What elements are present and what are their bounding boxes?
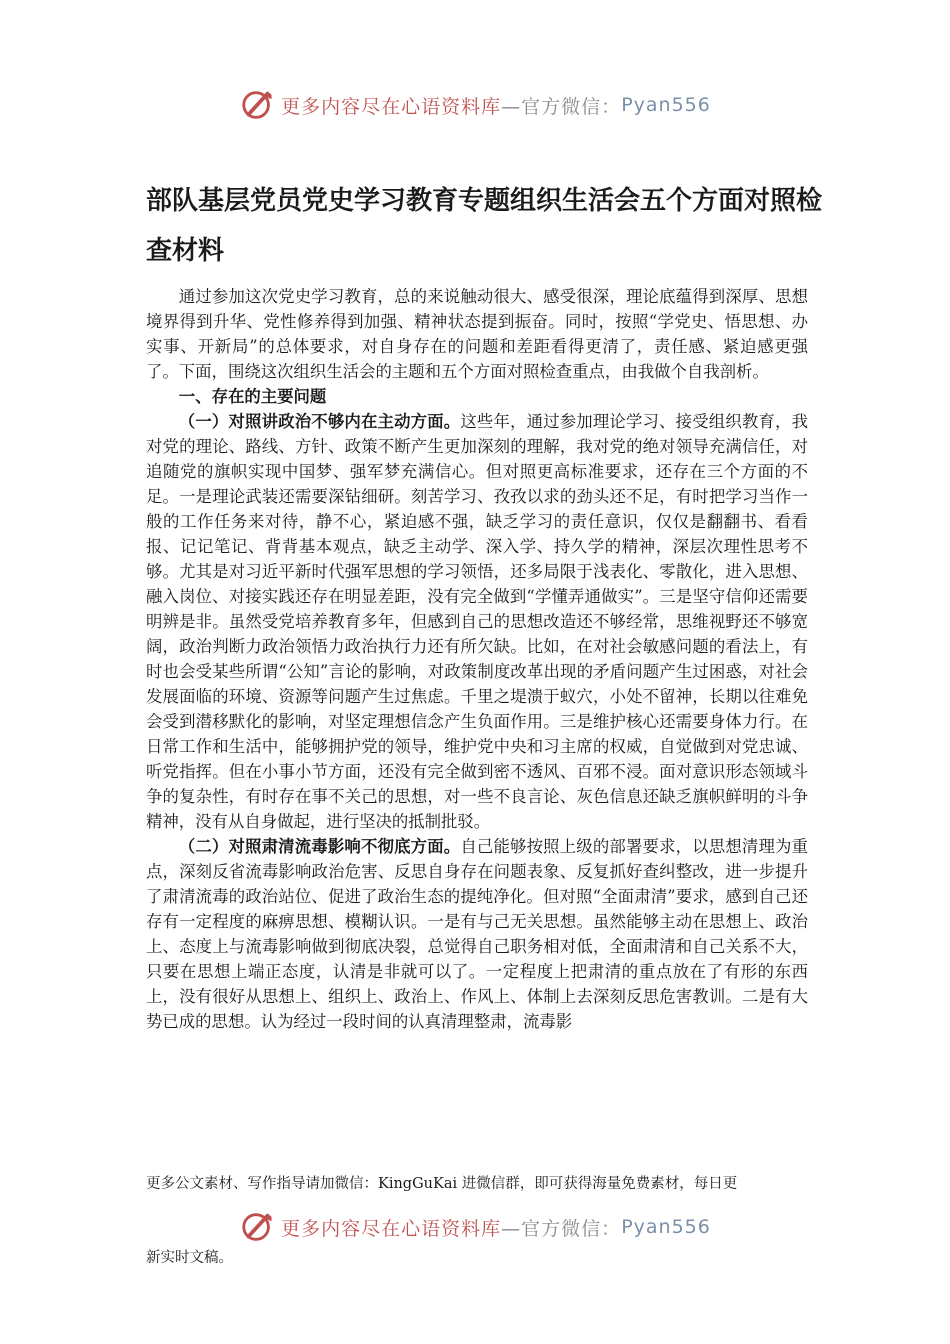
banner-wechat-label: —官方微信： [501,95,622,118]
item-body-1: 这些年，通过参加理论学习、接受组织教育，我对党的理论、路线、方针、政策不断产生更加深刻的理解，我对党的绝对领导充满信任，对追随党的旗帜实现中国梦、强军梦充满信心。但对照更高标准要求，还存在三个方面的不足。一是理论武装还需要深钻细研。刻苦学习、孜孜以求的劲头还不足，有时把学习当作一般的工作任务来对待，静不心，紧迫感不强，缺乏学习的责任意识，仅仅是翻翻书、看看报、记记笔记、背背基本观点，缺乏主动学、深入学、持久学的精神，深层次理性思考不够。尤其是对习近平新时代强军思想的学习领悟，还多局限于浅表化、零散化，进入思想、融入岗位、对接实践还存在明显差距，没有完全做到“学懂弄通做实”。三是坚守信仰还需要明辨是非。虽然受党培养教育多年，但感到自己的思想改造还不够经常，思维视野还不够宽阔，政治判断力政治领悟力政治执行力还有所欠缺。比如，在对社会敏感问题的看法上，有时也会受某些所谓“公知”言论的影响，对政策制度改革出现的矛盾问题产生过困惑，对社会发展面临的环境、资源等问题产生过焦虑。千里之堤溃于蚁穴，小处不留神，长期以往难免会受到潜移默化的影响，对坚定理想信念产生负面作用。三是维护核心还需要身体力行。在日常工作和生活中，能够拥护党的领导，维护党中央和习主席的权威，自觉做到对党忠诚、听党指挥。但在小事小节方面，还没有完全做到密不透风、百邪不浸。面对意识形态领域斗争的复杂性，有时存在事不关己的思想，对一些不良言论、灰色信息还缺乏旗帜鲜明的斗争精神，没有从自身做起，进行坚决的抵制批驳。 [146,412,808,831]
document-body [146,284,808,1034]
item-paragraph-2 [146,834,808,1034]
item-paragraph-1 [146,409,808,834]
banner-wechat-id: Pyan556 [621,1216,711,1238]
banner-wechat-label: —官方微信： [501,1217,622,1240]
document-title: 部队基层党员党史学习教育专题组织生活会五个方面对照检查材料 [146,186,823,266]
header-banner [0,86,950,124]
brush-logo-icon [239,86,277,124]
item-lead-2: （二）对照肃清流毒影响不彻底方面。 [178,837,461,856]
footer-banner [0,1208,950,1246]
intro-paragraph: 通过参加这次党史学习教育，总的来说触动很大、感受很深，理论底蕴得到深厚、思想境界得到升华、党性修养得到加强、精神状态提到振奋。同时，按照“学党史、悟思想、办实事、开新局”的总体要求，对自身存在的问题和差距看得更清了，责任感、紧迫感更强了。下面，围绕这次组织生活会的主题和五个方面对照检查重点，由我做个自我剖析。 [146,287,808,381]
banner-brand-text: 更多内容尽在心语资料库 [281,95,502,118]
brush-logo-icon [239,1208,277,1246]
footer-note: 更多公文素材、写作指导请加微信：KingGuKai 进微信群，即可获得海量免费素材，每日更 [146,1176,738,1192]
item-lead-1: （一）对照讲政治不够内在主动方面。 [178,412,461,431]
banner-brand-text: 更多内容尽在心语资料库 [281,1217,502,1240]
section-heading: 一、存在的主要问题 [178,387,327,406]
item-body-2: 自己能够按照上级的部署要求，以思想清理为重点，深刻反省流毒影响政治危害、反思自身存在问题表象、反复抓好查纠整改，进一步提升了肃清流毒的政治站位、促进了政治生态的提纯净化。但对照“全面肃清”要求，感到自己还存有一定程度的麻痹思想、模糊认识。一是有与己无关思想。虽然能够主动在思想上、政治上、态度上与流毒影响做到彻底决裂，总觉得自己职务相对低，全面肃清和自己关系不大，只要在思想上端正态度，认清是非就可以了。一定程度上把肃清的重点放在了有形的东西上，没有很好从思想上、组织上、政治上、作风上、体制上去深刻反思危害教训。二是有大势已成的思想。认为经过一段时间的认真清理整肃，流毒影 [146,837,808,1031]
footer-tail: 新实时文稿。 [146,1250,233,1266]
banner-wechat-id: Pyan556 [621,94,711,116]
